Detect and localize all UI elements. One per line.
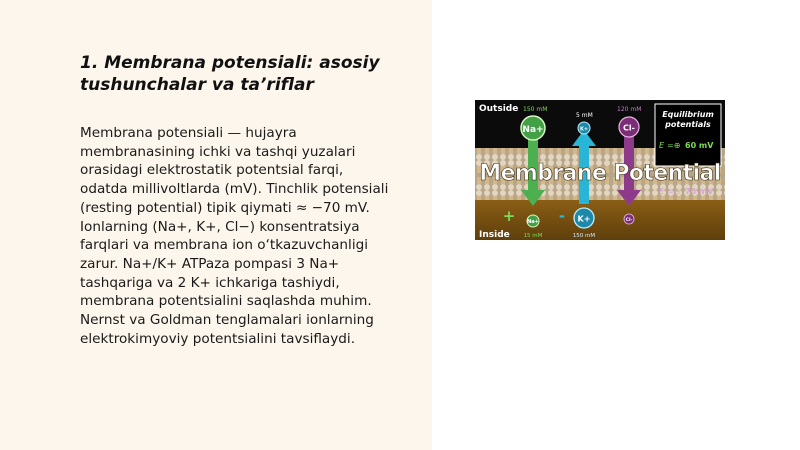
body-line: odatda millivoltlarda (mV). Tinchlik potensiali — [80, 181, 389, 198]
body-line: Membrana potensiali — hujayra — [80, 125, 297, 141]
na-symbol-inside: Na+ — [527, 219, 539, 225]
e-cl-value: 70 mV — [685, 187, 714, 196]
k-outside-concentration: 5 mM — [576, 112, 593, 119]
body-line: orasidagi elektrostatik potentsial farqi, — [80, 162, 344, 179]
body-line: zarur. Na+/K+ ATPaza pompasi 3 Na+ — [80, 255, 340, 272]
k-inside-concentration: 150 mM — [572, 233, 596, 239]
figure-title: Membrane Potential — [479, 161, 721, 186]
outside-label: Outside — [479, 104, 519, 114]
e-na-symbol: E — [659, 141, 665, 150]
e-na-equals: =⊕ — [667, 141, 681, 150]
cl-symbol-inside: Cl- — [625, 218, 633, 223]
na-symbol-outside: Na+ — [522, 125, 544, 135]
na-outside-concentration: 150 mM — [523, 106, 548, 113]
body-line: Nernst va Goldman tenglamalari ionlarning — [80, 312, 374, 329]
slide-body — [80, 124, 420, 348]
inside-label: Inside — [479, 230, 510, 240]
body-line: membranasining ichki va tashqi yuzalari — [80, 143, 356, 160]
cl-symbol-outside: Cl- — [623, 123, 635, 133]
k-symbol-outside: K+ — [579, 126, 589, 133]
slide-title: 1. Membrana potensiali: asosiy tushunchalar va ta’riflar — [80, 53, 380, 95]
body-line: (resting potential) tipik qiymati ≈ −70 mV. — [80, 199, 370, 216]
body-line: tashqariga va 2 K+ ichkariga tashiydi, — [80, 274, 340, 291]
equilibrium-title-line2: potentials — [665, 120, 711, 129]
e-na-value: 60 mV — [685, 141, 714, 150]
body-line: membrana potentsialini saqlashda muhim. — [80, 293, 372, 310]
body-line: farqlari va membrana ion o‘tkazuvchanligi — [80, 237, 368, 254]
cl-outside-concentration: 120 mM — [617, 106, 642, 113]
plus-sign-inside: + — [502, 207, 516, 225]
body-line: elektrokimyoviy potentsialini tavsiflaydi. — [80, 330, 356, 347]
body-line: Ionlarning (Na+, K+, Cl−) konsentratsiya — [80, 218, 360, 235]
equilibrium-title-line1: Equilibrium — [662, 110, 714, 119]
na-inside-concentration: 15 mM — [523, 233, 543, 239]
e-cl-symbol: E — [659, 187, 665, 196]
k-symbol-inside: K+ — [577, 214, 591, 224]
e-cl-equals: =⊖ — [667, 187, 681, 196]
membrane-potential-figure — [475, 100, 725, 240]
minus-sign-inside: - — [558, 207, 566, 225]
